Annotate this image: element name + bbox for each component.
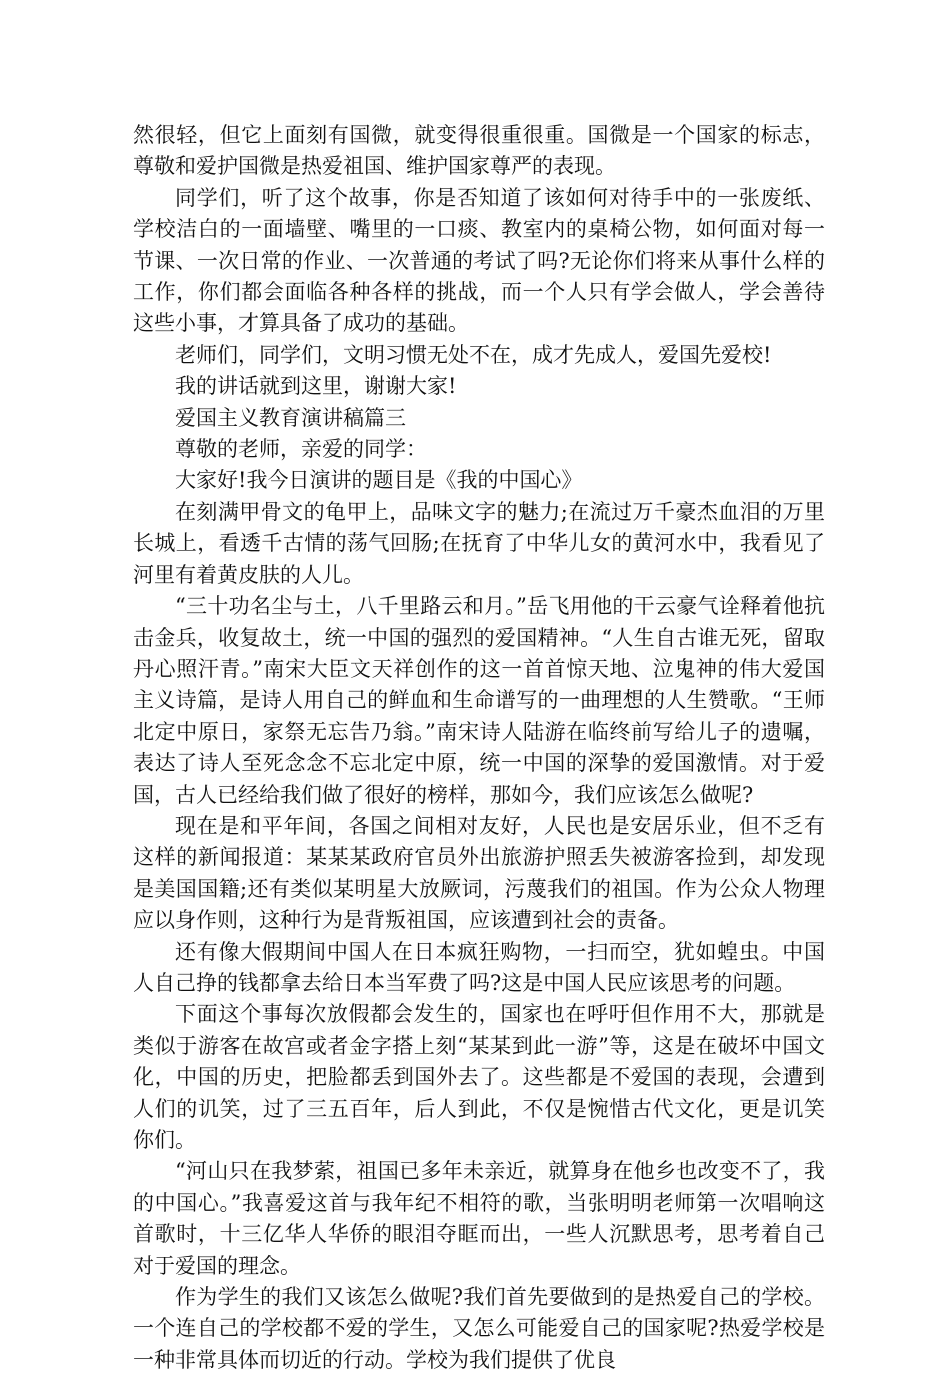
section-heading: 爱国主义教育演讲稿篇三	[175, 405, 406, 430]
document-body	[133, 120, 825, 1376]
speech-title-intro: 大家好!我今日演讲的题目是《我的中国心》	[175, 468, 583, 493]
paragraph-civilized-habits: 老师们，同学们，文明习惯无处不在，成才先成人，爱国先爱校!	[175, 342, 772, 367]
paragraph-peacetime-news: 现在是和平年间，各国之间相对友好，人民也是安居乐业，但不乏有这样的新闻报道：某某某政府官员外出旅游护照丢失被游客捡到，却发现是美国国籍;还有类似某明星大放厥词，污蔑我们的祖国。作为公众人物理应以身作则，这种行为是背叛祖国，应该遭到社会的责备。	[133, 813, 825, 933]
paragraph-my-chinese-heart: “河山只在我梦萦，祖国已多年未亲近，就算身在他乡也改变不了，我的中国心。”我喜爱这首与我年纪不相符的歌，当张明明老师第一次唱响这首歌时，十三亿华人华侨的眼泪夺眶而出，一些人沉默思考，思考着自己对于爱国的理念。	[133, 1159, 825, 1278]
paragraph-shopping-japan: 还有像大假期间中国人在日本疯狂购物，一扫而空，犹如蝗虫。中国人自己挣的钱都拿去给日本当军费了吗?这是中国人民应该思考的问题。	[133, 939, 825, 995]
paragraph-closing-thanks: 我的讲话就到这里，谢谢大家!	[175, 374, 457, 399]
paragraph-vandalism: 下面这个事每次放假都会发生的，国家也在呼吁但作用不大，那就是类似于游客在故宫或者金字搭上刻“某某到此一游”等，这是在破坏中国文化，中国的历史，把脸都丢到国外去了。这些都是不爱国的表现，会遭到人们的讥笑，过了三五百年，后人到此，不仅是惋惜古代文化，更是讥笑你们。	[133, 1002, 825, 1152]
salutation: 尊敬的老师，亲爱的同学：	[175, 437, 427, 462]
paragraph-classmates-story: 同学们，听了这个故事，你是否知道了该如何对待手中的一张废纸、学校洁白的一面墙壁、嘴里的一口痰、教室内的桌椅公物，如何面对每一节课、一次日常的作业、一次普通的考试了吗?无论你们将来从事什么样的工作，你们都会面临各种各样的挑战，而一个人只有学会做人，学会善待这些小事，才算具备了成功的基础。	[133, 185, 825, 336]
paragraph-national-emblem: 然很轻，但它上面刻有国微，就变得很重很重。国微是一个国家的标志，尊敬和爱护国微是热爱祖国、维护国家尊严的表现。	[133, 123, 825, 179]
paragraph-oracle-bones: 在刻满甲骨文的龟甲上，品味文字的魅力;在流过万千豪杰血泪的万里长城上，看透千古情的荡气回肠;在抚育了中华儿女的黄河水中，我看见了河里有着黄皮肤的人儿。	[133, 499, 825, 587]
paragraph-ancient-patriots: “三十功名尘与土，八千里路云和月。”岳飞用他的干云豪气诠释着他抗击金兵，收复故土，统一中国的强烈的爱国精神。“人生自古谁无死，留取丹心照汗青。”南宋大臣文天祥创作的这一首首惊天地、泣鬼神的伟大爱国主义诗篇，是诗人用自己的鲜血和生命谱写的一曲理想的人生赞歌。“王师北定中原日，家祭无忘告乃翁。”南宋诗人陆游在临终前写给儿子的遗嘱，表达了诗人至死念念不忘北定中原，统一中国的深挚的爱国激情。对于爱国，古人已经给我们做了很好的榜样，那如今，我们应该怎么做呢?	[133, 594, 825, 807]
paragraph-love-school: 作为学生的我们又该怎么做呢?我们首先要做到的是热爱自己的学校。一个连自己的学校都不爱的学生，又怎么可能爱自己的国家呢?热爱学校是一种非常具体而切近的行动。学校为我们提供了优良	[133, 1285, 825, 1372]
